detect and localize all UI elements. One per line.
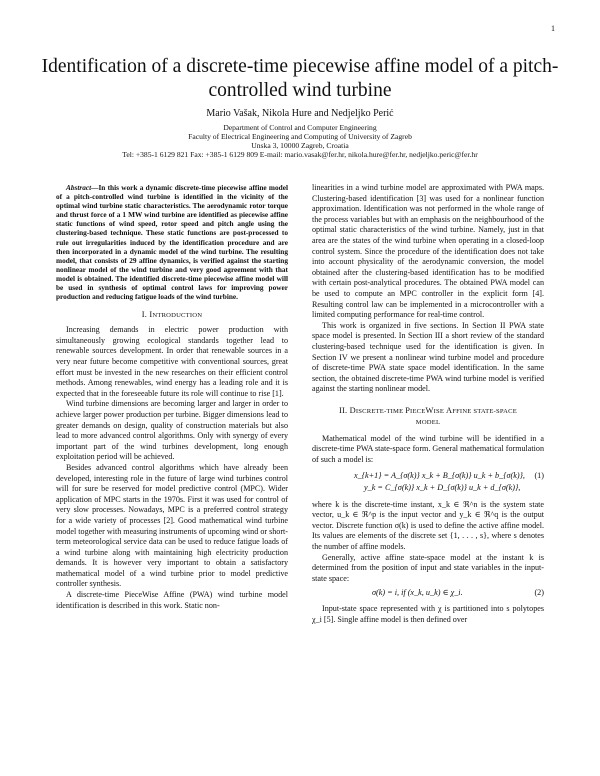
- section-2-paragraph: where k is the discrete-time instant, x_k ∈ ℜ^n is the system state vector, u_k ∈ ℜ^p is the input vector and y_k ∈ ℜ^q is the output vector. Discrete function σ(k) is used to define the active affine model. Its values are elements of the discrete set {1, . . . , s}, where s denotes the number of affine models.: [312, 499, 544, 552]
- section-2-heading-part: W: [425, 405, 434, 415]
- left-column: [56, 183, 288, 611]
- section-1-heading-rest: NTRODUCTION: [152, 312, 203, 320]
- equation-1-number: (1): [534, 470, 544, 480]
- section-2-heading-part: ISCRETE-TIME: [355, 407, 406, 415]
- section-2-heading-line-2: MODEL: [415, 418, 441, 426]
- section-1-paragraph: Wind turbine dimensions are becoming larger and larger in order to achieve larger power production per turbine. Bigger dimensions lead to greater demands on design, quality of construction materials but also lead to more advanced control algorithms. Only with synergy of every important part of the wind turbines development, long enough exploitation period will be achieved.: [56, 399, 288, 462]
- section-2-paragraph: Input-state space represented with χ is partitioned into s polytopes χ_i [5]. Single affine model is then defined over: [312, 604, 544, 624]
- abstract: [56, 183, 288, 301]
- equation-1-line-2: y_k = C_{σ(k)} x_k + D_{σ(k)} u_k + d_{σ(k)},: [364, 482, 521, 492]
- authors: Mario Vašak, Nikola Hure and Nedjeljko Perić: [206, 108, 394, 119]
- right-column: [312, 183, 544, 626]
- section-2-heading-part: IECE: [410, 407, 426, 415]
- page-number: 1: [551, 24, 555, 33]
- affiliation-department: Department of Control and Computer Engineering: [223, 123, 377, 132]
- section-1-heading: [56, 309, 288, 321]
- affiliation-faculty: Faculty of Electrical Engineering and Computing of University of Zagreb: [188, 132, 412, 141]
- section-2-heading: [312, 405, 544, 417]
- section-2-intro: Mathematical model of the wind turbine will be identified in a discrete-time PWA state-space form. General mathematical formulation of such a model is:: [312, 433, 544, 465]
- section-1-paragraph: A discrete-time PieceWise Affine (PWA) wind turbine model identification is described in this work. Static non-: [56, 590, 288, 610]
- equation-2-number: (2): [534, 588, 544, 598]
- section-2-heading-part: ISE: [433, 407, 446, 415]
- section-2-heading-part: FFINE STATE-SPACE: [452, 407, 517, 415]
- equation-1-line-1: x_{k+1} = A_{σ(k)} x_k + B_{σ(k)} u_k + b_{σ(k)},: [354, 470, 525, 480]
- abstract-text: —In this work a dynamic discrete-time piecewise affine model of a pitch-controlled wind turbine is identified in the vicinity of the optimal wind turbine static characteristics. The aerodynamic rotor torque and thrust force of a 1 MW wind turbine are identified as piecewise affine static functions of wind speed, rotor speed and pitch angle using the clustering-based technique. These static functions are post-processed to rule out irregularities induced by the identification procedure and are then incorporated in a dynamic model of the wind turbine. The resulting model, that consists of 29 affine dynamics, is verified against the starting nonlinear model of the wind turbine and very good agreement with that model is obtained. The identified discrete-time piecewise affine model will be used in synthesis of optimal control laws for improving power production and reducing fatigue loads of the wind turbine.: [56, 183, 288, 302]
- equation-2-body: σ(k) = i, if (x_k, u_k) ∈ χ_i.: [372, 588, 463, 598]
- equation-2: [312, 588, 544, 602]
- right-paragraph: This work is organized in five sections. In Section II PWA state space model is presented. In Section III a short review of the standard clustering-based technique used for the identification is given. In Section IV we present a nonlinear wind turbine model and procedure of discrete-time PWA state space model identification. In the same section, the obtained discrete-time PWA wind turbine model is verified against the starting nonlinear model.: [312, 320, 544, 394]
- section-2-paragraph: Generally, active affine state-space model at the instant k is determined from the position of input and state variables in the input-state space:: [312, 552, 544, 583]
- section-2-heading-part: P: [405, 405, 411, 415]
- section-1-heading-initial: I: [149, 310, 153, 320]
- paper-title: Identification of a discrete-time piecewise affine model of a pitch-controlled wind turbine: [41, 56, 559, 101]
- section-2-heading-part: D: [349, 405, 356, 415]
- section-2-number: II.: [339, 405, 348, 415]
- right-paragraph: linearities in a wind turbine model are approximated with PWA maps. Clustering-based identification [3] was used for a nonlinear function approximation. Identification was not performed in the whole range of the process variables but with an emphasis on the neighbourhood of the optimal static characteristics of the wind turbine. Namely, just in that area are the states of the wind turbine when operating in a closed-loop control system. Since the procedure of the identification does not take into account physicality of the aerodynamic conversion, the model obtained after the clustering-based identification has to be modified with certain post-analytical procedures. The obtained PWA model can be used to compute an MPC controller in the explicit form [4]. Resulting control law can be implemented in a microcontroller with a limited computing performance for real-time control.: [312, 183, 544, 320]
- section-1-number: I.: [141, 310, 148, 320]
- equation-1: [312, 471, 544, 497]
- section-1-paragraph: Increasing demands in electric power production with simultaneously growing ecological standards together lead to renewable sources development. In order that renewable sources in a very near future become competitive with conventional sources, great effort must be invested in the new researches on their efficient control methods. Among renewables, wind energy has a leading role and it is expected that in the foreseeable future its role will continue to rise [1].: [56, 325, 288, 398]
- affiliation-contact: Tel: +385-1 6129 821 Fax: +385-1 6129 809 E-mail: mario.vasak@fer.hr, nikola.hure@fer.hr, nedjeljko.peric@fer.hr: [122, 150, 478, 159]
- abstract-label: Abstract: [66, 183, 92, 192]
- section-1-paragraph: Besides advanced control algorithms which have already been developed, interesting role in the future of large wind turbines control will for sure be reserved for model predictive control (MPC). Wider application of MPC starts in the 1970s. First it was used for control of very slow processes. Nowadays, MPC is a preferred control strategy for a wide variety of processes [2]. Good mathematical wind turbine model together with measuring instruments of upcoming wind or short-term meteorological service data can be used to reduce fatigue loads of a wind turbine along with maintaining high electricity production demands. It is however very important to obtain a satisfactory mathematical model of a wind turbine prior to model predictive controller synthesis.: [56, 462, 288, 589]
- section-2-heading-part: A: [445, 405, 453, 415]
- affiliation-address: Unska 3, 10000 Zagreb, Croatia: [251, 141, 349, 150]
